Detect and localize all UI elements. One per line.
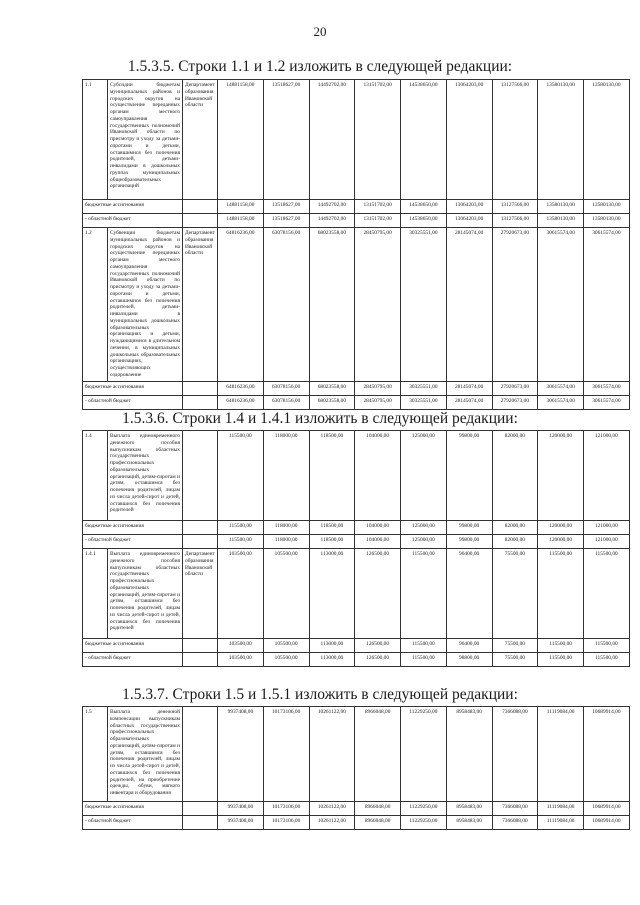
value-cell: 11229250,00 <box>401 802 447 816</box>
value-cell: 120000,00 <box>538 535 584 549</box>
value-cell: 104000,00 <box>355 431 401 521</box>
value-cell: 13580130,00 <box>538 80 584 200</box>
value-cell: 98800,00 <box>446 653 492 667</box>
row-executor-cell <box>183 653 218 667</box>
value-cell: 7366088,00 <box>492 816 538 830</box>
table-row <box>83 549 630 639</box>
row-name-cell: Выплата денежной компенсации выпускникам областных государственных профессиональных образовательных организаций, детям-сиротам и детям, оставшимся без попечения родителей, лицам из числа детей-сирот и детей, оставшихся без попечения родителей, на приобретение одежды, обуви, мягкого инвентаря и оборудования <box>108 707 183 802</box>
value-cell: 63078156,00 <box>263 228 309 382</box>
value-cell: 121000,00 <box>584 535 630 549</box>
summary-label-cell: бюджетные ассигнования <box>83 200 183 214</box>
summary-row <box>83 802 630 816</box>
value-cell: 99800,00 <box>446 431 492 521</box>
value-cell: 115500,00 <box>218 521 264 535</box>
section-heading: 1.5.3.6. Строки 1.4 и 1.4.1 изложить в следующей редакции: <box>122 410 518 427</box>
value-cell: 8958483,00 <box>446 816 492 830</box>
value-cell: 64816236,00 <box>218 228 264 382</box>
value-cell: 10173106,00 <box>263 816 309 830</box>
value-cell: 13580130,00 <box>538 200 584 214</box>
value-cell: 13064203,00 <box>446 200 492 214</box>
row-executor-cell <box>183 639 218 653</box>
value-cell: 115500,00 <box>538 639 584 653</box>
value-cell: 64816236,00 <box>218 396 264 410</box>
row-executor-cell <box>183 200 218 214</box>
summary-label-cell: - областной бюджет <box>83 396 183 410</box>
value-cell: 14538650,00 <box>401 200 447 214</box>
value-cell: 8958483,00 <box>446 802 492 816</box>
row-executor-cell <box>183 535 218 549</box>
value-cell: 99800,00 <box>446 535 492 549</box>
value-cell: 105500,00 <box>263 549 309 639</box>
value-cell: 118500,00 <box>309 521 355 535</box>
value-cell: 13151702,00 <box>355 80 401 200</box>
row-name-cell: Выплата единовременного денежного пособия выпускникам областных государственных профессиональных образовательных организаций, детям-сиротам и детям, оставшимся без попечения родителей, лицам из числа детей-сирот и детей, оставшихся без попечения родителей <box>108 549 183 639</box>
value-cell: 125000,00 <box>401 535 447 549</box>
value-cell: 28450795,00 <box>355 382 401 396</box>
summary-row <box>83 816 630 830</box>
table-row <box>83 80 630 200</box>
row-number-cell: 1.4.1 <box>83 549 108 639</box>
value-cell: 113000,00 <box>309 639 355 653</box>
value-cell: 113000,00 <box>309 549 355 639</box>
value-cell: 28145074,00 <box>446 396 492 410</box>
budget-table <box>82 79 630 410</box>
value-cell: 68023558,00 <box>309 228 355 382</box>
value-cell: 63078156,00 <box>263 396 309 410</box>
value-cell: 13127566,00 <box>492 214 538 228</box>
value-cell: 13518627,00 <box>263 200 309 214</box>
value-cell: 115500,00 <box>218 431 264 521</box>
value-cell: 125000,00 <box>401 521 447 535</box>
row-name-cell: Выплата единовременного денежного пособия выпускникам областных государственных профессиональных образовательных организаций, детям-сиротам и детям, оставшимся без попечения родителей, лицам из числа детей-сирот и детей, оставшихся без попечения родителей <box>108 431 183 521</box>
row-executor-cell <box>183 521 218 535</box>
value-cell: 14881158,00 <box>218 80 264 200</box>
summary-row <box>83 396 630 410</box>
value-cell: 7366088,00 <box>492 802 538 816</box>
value-cell: 103500,00 <box>218 549 264 639</box>
summary-row <box>83 214 630 228</box>
budget-table <box>82 706 630 830</box>
row-executor-cell <box>183 431 218 521</box>
value-cell: 13518627,00 <box>263 80 309 200</box>
value-cell: 115500,00 <box>538 653 584 667</box>
value-cell: 28450795,00 <box>355 396 401 410</box>
value-cell: 64816236,00 <box>218 382 264 396</box>
summary-label-cell: - областной бюджет <box>83 816 183 830</box>
table-row <box>83 707 630 802</box>
summary-row <box>83 521 630 535</box>
value-cell: 126500,00 <box>355 639 401 653</box>
value-cell: 7366088,00 <box>492 707 538 802</box>
value-cell: 14538650,00 <box>401 214 447 228</box>
value-cell: 120000,00 <box>538 431 584 521</box>
value-cell: 28145074,00 <box>446 228 492 382</box>
value-cell: 8966048,00 <box>355 816 401 830</box>
value-cell: 10261122,00 <box>309 802 355 816</box>
summary-row <box>83 382 630 396</box>
row-name-cell: Субвенции бюджетам муниципальных районов и городских округов на осуществление переданных органам местного самоуправления государственных полномочий Ивановской области по присмотру и уходу за детьми-сиротами и детьми, оставшимися без попечения родителей, детьми-инвалидами в муниципальных дошкольных образовательных организациях и детьми, нуждающимися в длительном лечении, в муниципальных дошкольных образовательных организациях, осуществляющих оздоровление <box>108 228 183 382</box>
row-executor-cell <box>183 802 218 816</box>
value-cell: 68023558,00 <box>309 396 355 410</box>
value-cell: 115500,00 <box>401 549 447 639</box>
value-cell: 118000,00 <box>263 431 309 521</box>
value-cell: 10689914,00 <box>584 802 630 816</box>
value-cell: 8958483,00 <box>446 707 492 802</box>
value-cell: 105500,00 <box>263 639 309 653</box>
row-executor-cell: Департамент образования Ивановской области <box>183 80 218 200</box>
value-cell: 126500,00 <box>355 653 401 667</box>
section-heading: 1.5.3.7. Строки 1.5 и 1.5.1 изложить в следующей редакции: <box>122 686 518 703</box>
value-cell: 11229250,00 <box>401 816 447 830</box>
summary-label-cell: бюджетные ассигнования <box>83 639 183 653</box>
value-cell: 118000,00 <box>263 521 309 535</box>
summary-label-cell: - областной бюджет <box>83 214 183 228</box>
summary-label-cell: бюджетные ассигнования <box>83 802 183 816</box>
value-cell: 28450795,00 <box>355 228 401 382</box>
row-executor-cell <box>183 816 218 830</box>
value-cell: 115500,00 <box>584 549 630 639</box>
value-cell: 104000,00 <box>355 521 401 535</box>
value-cell: 10261122,00 <box>309 707 355 802</box>
value-cell: 104000,00 <box>355 535 401 549</box>
summary-row <box>83 653 630 667</box>
value-cell: 118500,00 <box>309 431 355 521</box>
value-cell: 113000,00 <box>309 653 355 667</box>
summary-label-cell: бюджетные ассигнования <box>83 382 183 396</box>
value-cell: 82000,00 <box>492 521 538 535</box>
value-cell: 13151702,00 <box>355 200 401 214</box>
value-cell: 115500,00 <box>218 535 264 549</box>
value-cell: 13580130,00 <box>538 214 584 228</box>
value-cell: 103500,00 <box>218 639 264 653</box>
value-cell: 10261122,00 <box>309 816 355 830</box>
value-cell: 14492702,00 <box>309 80 355 200</box>
value-cell: 30615574,00 <box>584 382 630 396</box>
row-number-cell: 1.1 <box>83 80 108 200</box>
value-cell: 30325551,00 <box>401 382 447 396</box>
value-cell: 9937408,00 <box>218 707 264 802</box>
value-cell: 82000,00 <box>492 535 538 549</box>
value-cell: 125000,00 <box>401 431 447 521</box>
value-cell: 121000,00 <box>584 521 630 535</box>
value-cell: 105500,00 <box>263 653 309 667</box>
table-row <box>83 228 630 382</box>
value-cell: 13580130,00 <box>584 214 630 228</box>
value-cell: 9937408,00 <box>218 802 264 816</box>
row-executor-cell <box>183 707 218 802</box>
value-cell: 96400,00 <box>446 549 492 639</box>
summary-row <box>83 200 630 214</box>
value-cell: 82000,00 <box>492 431 538 521</box>
value-cell: 11119084,00 <box>538 707 584 802</box>
value-cell: 14881158,00 <box>218 214 264 228</box>
row-executor-cell: Департамент образования Ивановской области <box>183 228 218 382</box>
value-cell: 115500,00 <box>584 639 630 653</box>
value-cell: 63078156,00 <box>263 382 309 396</box>
value-cell: 27920673,00 <box>492 396 538 410</box>
value-cell: 9937408,00 <box>218 816 264 830</box>
value-cell: 99800,00 <box>446 521 492 535</box>
value-cell: 13518627,00 <box>263 214 309 228</box>
value-cell: 10689914,00 <box>584 707 630 802</box>
summary-row <box>83 535 630 549</box>
value-cell: 103500,00 <box>218 653 264 667</box>
value-cell: 10173106,00 <box>263 707 309 802</box>
value-cell: 13580130,00 <box>584 200 630 214</box>
value-cell: 30325551,00 <box>401 396 447 410</box>
value-cell: 118000,00 <box>263 535 309 549</box>
value-cell: 28145074,00 <box>446 382 492 396</box>
value-cell: 8966048,00 <box>355 802 401 816</box>
value-cell: 96400,00 <box>446 639 492 653</box>
row-executor-cell <box>183 382 218 396</box>
row-executor-cell <box>183 396 218 410</box>
value-cell: 121000,00 <box>584 431 630 521</box>
section-heading: 1.5.3.5. Строки 1.1 и 1.2 изложить в следующей редакции: <box>127 58 513 75</box>
summary-row <box>83 639 630 653</box>
value-cell: 30325551,00 <box>401 228 447 382</box>
value-cell: 13064203,00 <box>446 214 492 228</box>
value-cell: 68023558,00 <box>309 382 355 396</box>
value-cell: 13127566,00 <box>492 80 538 200</box>
row-executor-cell <box>183 214 218 228</box>
value-cell: 13064203,00 <box>446 80 492 200</box>
value-cell: 13151702,00 <box>355 214 401 228</box>
row-number-cell: 1.2 <box>83 228 108 382</box>
value-cell: 27920673,00 <box>492 228 538 382</box>
value-cell: 11119084,00 <box>538 802 584 816</box>
value-cell: 13127566,00 <box>492 200 538 214</box>
row-number-cell: 1.5 <box>83 707 108 802</box>
value-cell: 75500,00 <box>492 549 538 639</box>
value-cell: 120000,00 <box>538 521 584 535</box>
page-number: 20 <box>313 24 327 39</box>
value-cell: 118500,00 <box>309 535 355 549</box>
value-cell: 30615574,00 <box>584 396 630 410</box>
summary-label-cell: - областной бюджет <box>83 653 183 667</box>
table-row <box>83 431 630 521</box>
value-cell: 30615574,00 <box>584 228 630 382</box>
value-cell: 14492702,00 <box>309 214 355 228</box>
value-cell: 13580130,00 <box>584 80 630 200</box>
row-number-cell: 1.4 <box>83 431 108 521</box>
value-cell: 30615574,00 <box>538 228 584 382</box>
value-cell: 14538650,00 <box>401 80 447 200</box>
value-cell: 14492702,00 <box>309 200 355 214</box>
value-cell: 27920673,00 <box>492 382 538 396</box>
value-cell: 115500,00 <box>584 653 630 667</box>
summary-label-cell: - областной бюджет <box>83 535 183 549</box>
value-cell: 115500,00 <box>401 653 447 667</box>
value-cell: 10173106,00 <box>263 802 309 816</box>
summary-label-cell: бюджетные ассигнования <box>83 521 183 535</box>
value-cell: 11229250,00 <box>401 707 447 802</box>
value-cell: 30615574,00 <box>538 396 584 410</box>
value-cell: 75500,00 <box>492 653 538 667</box>
value-cell: 115500,00 <box>401 639 447 653</box>
value-cell: 10689914,00 <box>584 816 630 830</box>
value-cell: 30615574,00 <box>538 382 584 396</box>
value-cell: 115500,00 <box>538 549 584 639</box>
budget-table <box>82 430 630 667</box>
value-cell: 126500,00 <box>355 549 401 639</box>
value-cell: 11119084,00 <box>538 816 584 830</box>
row-name-cell: Субсидии бюджетам муниципальных районов и городских округов на осуществление переданных органам местного самоуправления государственных полномочий Ивановской области по присмотру и уходу за детьми-сиротами и детьми, оставшимися без попечения родителей, детьми-инвалидами в дошкольных группах муниципальных общеобразовательных организаций <box>108 80 183 200</box>
value-cell: 14881158,00 <box>218 200 264 214</box>
value-cell: 8966048,00 <box>355 707 401 802</box>
row-executor-cell: Департамент образования Ивановской области <box>183 549 218 639</box>
value-cell: 75500,00 <box>492 639 538 653</box>
